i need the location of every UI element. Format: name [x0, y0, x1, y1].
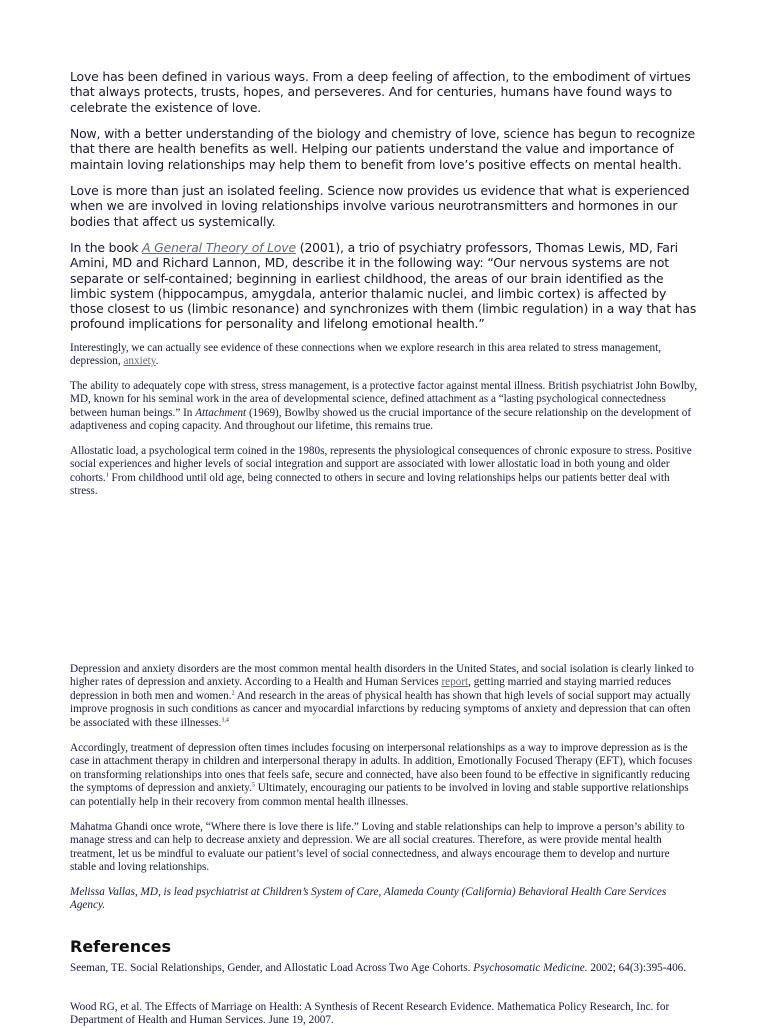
ghandi-paragraph: Mahatma Ghandi once wrote, “Where there is love there is life.” Loving and stable relationships can help to improve a person’s ability to manage stress and can help to decrease anxiety and depression. We are all social creatures. Therefore, as were provide mental health treatment, let us be mindful to evaluate our patient’s level of social connectedness, and always encourage them to develop and nurture stable and loving relationships. [70, 821, 685, 874]
book-paragraph: In the book A General Theory of Love (2001), a trio of psychiatry professors, Thomas Lewis, MD, Fari Amini, MD and Richard Lannon, MD, describe it in the following way: “Our nervous systems are not separate or self-contained; beginning in earliest childhood, the areas of our brain identified as the limbic system (hippocampus, amygdala, anterior thalamic nuclei, and limbic cortex) is affected by those closest to us (limbic resonance) and synchronizes with them (limbic regulation) in a way that has profound implications for personality and lifelong emotional health.” [70, 240, 697, 332]
bowlby-paragraph: The ability to adequately cope with stress, stress management, is a protective factor against mental illness. British psychiatrist John Bowlby, MD, known for his seminal work in the area of developmental science, defined attachment as a “lasting psychological connectedness between human beings.” In Attachment (1969), Bowlby showed us the crucial importance of the secure relationship on the development of adaptiveness and coping capacity. And throughout our lifetime, this remains true. [70, 380, 698, 433]
treatment-paragraph: Accordingly, treatment of depression often times includes focusing on interpersonal relationships as a way to improve depression as is the case in attachment therapy in children and interpersonal therapy in adults. In addition, Emotionally Focused Therapy (EFT), which focuses on transforming relationships into ones that feels safe, secure and connected, have also been found to be effective in significantly reducing the symptoms of depression and anxiety.$^5$ Ultimately, encouraging our patients to be involved in loving and stable supportive relationships can potentially help in their recovery from common mental health illnesses. [70, 742, 693, 808]
reference-1: Seeman, TE. Social Relationships, Gender, and Allostatic Load Across Two Age Cohorts. Psychosomatic Medicine. 2002; 64(3):395-406. [70, 962, 687, 974]
author-bio: Melissa Vallas, MD, is lead psychiatrist at Children’s System of Care, Alameda County (California) Behavioral Health Care Services Agency. [70, 886, 667, 912]
references-heading: References [70, 937, 171, 956]
book-link[interactable]: A General Theory of Love [142, 240, 296, 255]
stress-paragraph: Interestingly, we can actually see evidence of these connections when we explore research in this area related to stress management, depression, anxiety. [70, 342, 662, 368]
report-link[interactable]: report [441, 676, 469, 689]
depression-paragraph: Depression and anxiety disorders are the most common mental health disorders in the United States, and social isolation is clearly linked to higher rates of depression and anxiety. According to a Health and Human Services report, getting married and staying married reduces depression in both men and women.$^2$ And research in the areas of physical health has shown that high levels of social support may actually improve prognosis in such conditions as cancer and myocardial infarctions by reducing symptoms of anxiety and depression that can often be associated with these illnesses.$^{3,4}$ [70, 663, 694, 729]
allostatic-paragraph: Allostatic load, a psychological term coined in the 1980s, represents the physiological consequences of chronic exposure to stress. Positive social experiences and higher levels of social integration and support are associated with lower allostatic load in both young and older cohorts.$^1$ From childhood until old age, being connected to others in secure and loving relationships helps our patients better deal with stress. [70, 445, 692, 498]
reference-2: Wood RG, et al. The Effects of Marriage on Health: A Synthesis of Recent Research Evidence. Mathematica Policy Research, Inc. for Department of Health and Human Services. June 19, 2007. [70, 1001, 670, 1027]
anxiety-link[interactable]: anxiety [123, 355, 156, 368]
neurotransmitters-paragraph: Love is more than just an isolated feeling. Science now provides us evidence that what is experienced when we are involved in loving relationships involve various neurotransmitters and hormones in our bodies that affect us systemically. [70, 183, 690, 229]
biology-paragraph: Now, with a better understanding of the biology and chemistry of love, science has begun to recognize that there are health benefits as well. Helping our patients understand the value and importance of maintain loving relationships may help them to benefit from love’s positive effects on mental health. [70, 126, 695, 172]
intro-paragraph: Love has been defined in various ways. From a deep feeling of affection, to the embodiment of virtues that always protects, trusts, hopes, and perseveres. And for centuries, humans have found ways to celebrate the existence of love. [70, 69, 691, 115]
